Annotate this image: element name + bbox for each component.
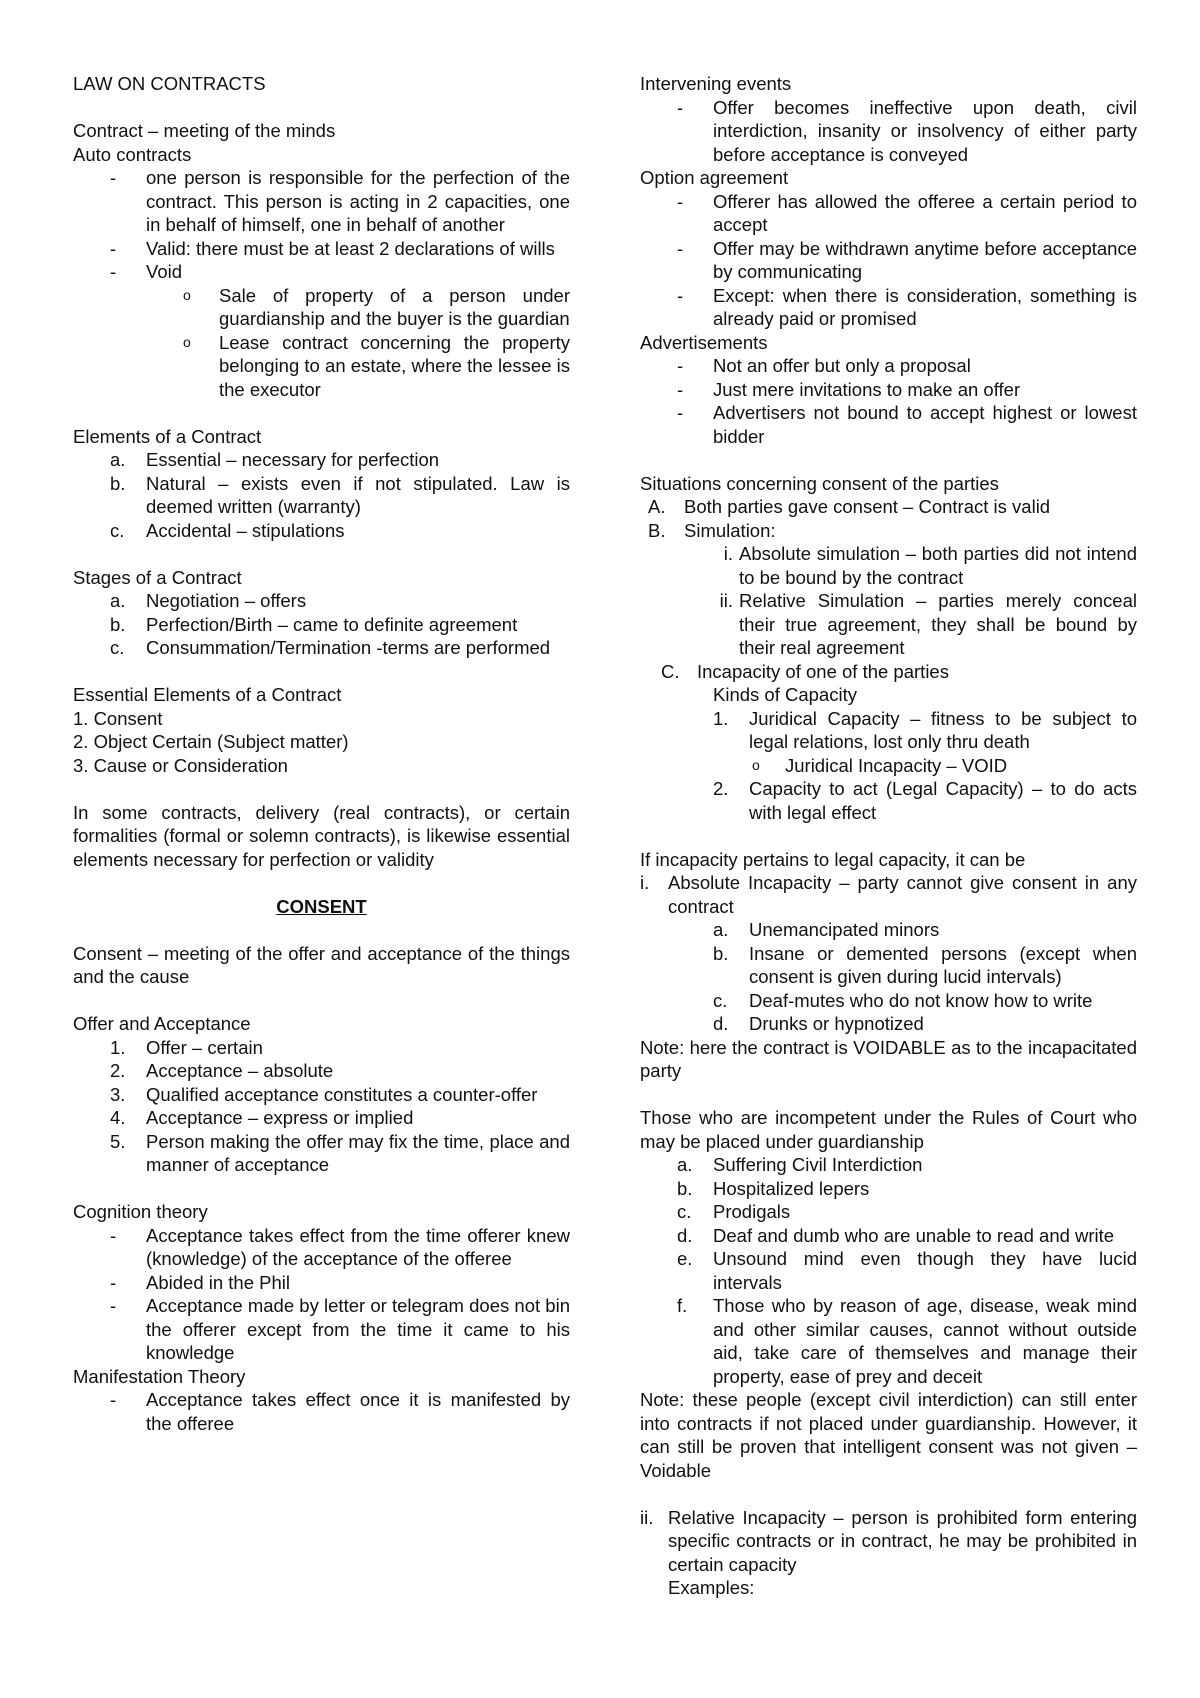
- list-item: 1. Offer – certain: [110, 1036, 263, 1058]
- list-item: b. Hospitalized lepers: [677, 1177, 870, 1199]
- option-heading: Option agreement: [640, 167, 789, 188]
- list-item: o Juridical Incapacity – VOID: [752, 754, 1008, 776]
- list-item: - Abided in the Phil: [110, 1271, 290, 1293]
- essential-line: 1. Consent: [73, 707, 163, 729]
- dash-bullet: -: [110, 237, 117, 259]
- dash-bullet: -: [110, 261, 117, 282]
- list-item: f. Those who by reason of age, disease, weak mind and other similar causes, cannot without outside aid, take care of themselves and manage their property, ease of prey and deceit: [677, 1295, 1137, 1387]
- offer-acceptance-heading: Offer and Acceptance: [73, 1013, 251, 1034]
- intervening-heading: Intervening events: [640, 73, 792, 94]
- list-item: - Offerer has allowed the offeree a certain period to accept: [677, 190, 1137, 235]
- dash-bullet: -: [110, 167, 117, 188]
- stages-heading: Stages of a Contract: [73, 566, 242, 588]
- dash-bullet: -: [677, 402, 684, 423]
- list-item: A. Both parties gave consent – Contract is valid: [648, 496, 1051, 517]
- list-item: - Not an offer but only a proposal: [677, 355, 971, 376]
- advertisements-heading: Advertisements: [640, 331, 768, 353]
- list-item: a. Suffering Civil Interdiction: [677, 1154, 923, 1175]
- left-column: [73, 72, 570, 1435]
- circle-bullet: o: [183, 286, 191, 303]
- list-item: 3. Qualified acceptance constitutes a counter-offer: [110, 1083, 538, 1105]
- list-item: - Acceptance takes effect from the time offerer knew (knowledge) of the acceptance of the offeree: [110, 1224, 570, 1269]
- list-item: c. Deaf-mutes who do not know how to write: [713, 989, 1093, 1011]
- cognition-heading: Cognition theory: [73, 1201, 208, 1222]
- incapacity-intro: If incapacity pertains to legal capacity, it can be: [640, 848, 1026, 870]
- voidable-note: Note: here the contract is VOIDABLE as to the incapacitated party: [640, 1036, 1137, 1081]
- list-item: a. Essential – necessary for perfection: [110, 449, 440, 470]
- dash-bullet: -: [677, 284, 684, 306]
- dash-bullet: -: [677, 96, 684, 118]
- dash-bullet: -: [677, 378, 684, 400]
- list-item: 2. Acceptance – absolute: [110, 1060, 334, 1081]
- consent-section-heading: CONSENT: [276, 895, 367, 917]
- list-item: - Acceptance made by letter or telegram does not bin the offerer except from the time it came to his knowledge: [110, 1295, 570, 1363]
- dash-bullet: -: [110, 1295, 117, 1316]
- auto-contracts-heading: Auto contracts: [73, 143, 192, 165]
- document-title: LAW ON CONTRACTS: [73, 73, 266, 94]
- list-item: a. Negotiation – offers: [110, 590, 307, 611]
- circle-bullet: o: [752, 756, 760, 773]
- list-item: b. Natural – exists even if not stipulated. Law is deemed written (warranty): [110, 472, 570, 517]
- list-item: - Offer may be withdrawn anytime before acceptance by communicating: [677, 237, 1137, 282]
- list-item: b. Insane or demented persons (except when consent is given during lucid intervals): [713, 942, 1137, 987]
- list-item: a. Unemancipated minors: [713, 919, 940, 940]
- consent-definition: Consent – meeting of the offer and acceptance of the things and the cause: [73, 942, 570, 987]
- list-item: d. Drunks or hypnotized: [713, 1013, 924, 1034]
- kinds-heading: Kinds of Capacity: [713, 684, 857, 705]
- dash-bullet: -: [110, 1224, 117, 1246]
- essential-line: 2. Object Certain (Subject matter): [73, 731, 349, 752]
- essential-elements-heading: Essential Elements of a Contract: [73, 684, 342, 705]
- list-item: o Lease contract concerning the property belonging to an estate, where the lessee is the executor: [183, 331, 570, 400]
- examples-label: Examples:: [668, 1577, 755, 1598]
- circle-bullet: o: [183, 333, 191, 350]
- incompetent-intro: Those who are incompetent under the Rules of Court who may be placed under guardianship: [640, 1107, 1137, 1152]
- list-item: - Valid: there must be at least 2 declarations of wills: [110, 237, 555, 259]
- list-item: - one person is responsible for the perfection of the contract. This person is acting in 2 capacities, one in behalf of himself, one in behalf of another: [110, 167, 570, 235]
- list-item: - Acceptance takes effect once it is manifested by the offeree: [110, 1389, 570, 1434]
- essential-line: 3. Cause or Consideration: [73, 754, 288, 776]
- delivery-paragraph: In some contracts, delivery (real contracts), or certain formalities (formal or solemn contracts), is likewise essential elements necessary for perfection or validity: [73, 801, 570, 870]
- list-item: o Sale of property of a person under guardianship and the buyer is the guardian: [183, 284, 570, 329]
- dash-bullet: -: [677, 237, 684, 259]
- guardianship-note: Note: these people (except civil interdiction) can still enter into contracts if not placed under guardianship. However, it can still be proven that intelligent consent was not given – Voidable: [640, 1389, 1137, 1481]
- list-item: c. Consummation/Termination -terms are performed: [110, 637, 551, 658]
- list-item: 2. Capacity to act (Legal Capacity) – to do acts with legal effect: [713, 778, 1137, 823]
- dash-bullet: -: [110, 1271, 117, 1293]
- situations-heading: Situations concerning consent of the parties: [640, 472, 999, 494]
- list-item: ii. Relative Incapacity – person is prohibited form entering specific contracts or in contract, he may be prohibited in certain capacity: [640, 1506, 1137, 1575]
- dash-bullet: -: [677, 190, 684, 212]
- list-item: b. Perfection/Birth – came to definite agreement: [110, 613, 518, 635]
- list-item: c. Accidental – stipulations: [110, 519, 345, 541]
- list-item: i. Absolute Incapacity – party cannot give consent in any contract: [640, 872, 1137, 917]
- contract-definition: Contract – meeting of the minds: [73, 120, 336, 141]
- list-item: - Advertisers not bound to accept highest or lowest bidder: [677, 402, 1137, 447]
- list-item: i. Absolute simulation – both parties did not intend to be bound by the contract: [723, 543, 1137, 588]
- list-item: 1. Juridical Capacity – fitness to be subject to legal relations, lost only thru death: [713, 707, 1137, 752]
- elements-heading: Elements of a Contract: [73, 425, 262, 447]
- right-column: [640, 72, 1137, 1600]
- list-item: 5. Person making the offer may fix the time, place and manner of acceptance: [110, 1130, 570, 1175]
- list-item: e. Unsound mind even though they have lucid intervals: [677, 1248, 1137, 1293]
- list-item: - Offer becomes ineffective upon death, civil interdiction, insanity or insolvency of either party before acceptance is conveyed: [677, 96, 1137, 165]
- dash-bullet: -: [110, 1389, 117, 1410]
- list-item: c. Prodigals: [677, 1201, 791, 1222]
- list-item: - Except: when there is consideration, something is already paid or promised: [677, 284, 1137, 329]
- list-item: 4. Acceptance – express or implied: [110, 1107, 414, 1128]
- manifestation-heading: Manifestation Theory: [73, 1365, 246, 1387]
- list-item: B. Simulation:: [648, 519, 776, 541]
- list-item: ii. Relative Simulation – parties merely conceal their true agreement, they shall be bound by their real agreement: [719, 590, 1137, 658]
- list-item: - Void: [110, 261, 183, 282]
- list-item: C. Incapacity of one of the parties: [661, 660, 949, 682]
- list-item: - Just mere invitations to make an offer: [677, 378, 1021, 400]
- dash-bullet: -: [677, 355, 684, 376]
- list-item: d. Deaf and dumb who are unable to read and write: [677, 1224, 1115, 1246]
